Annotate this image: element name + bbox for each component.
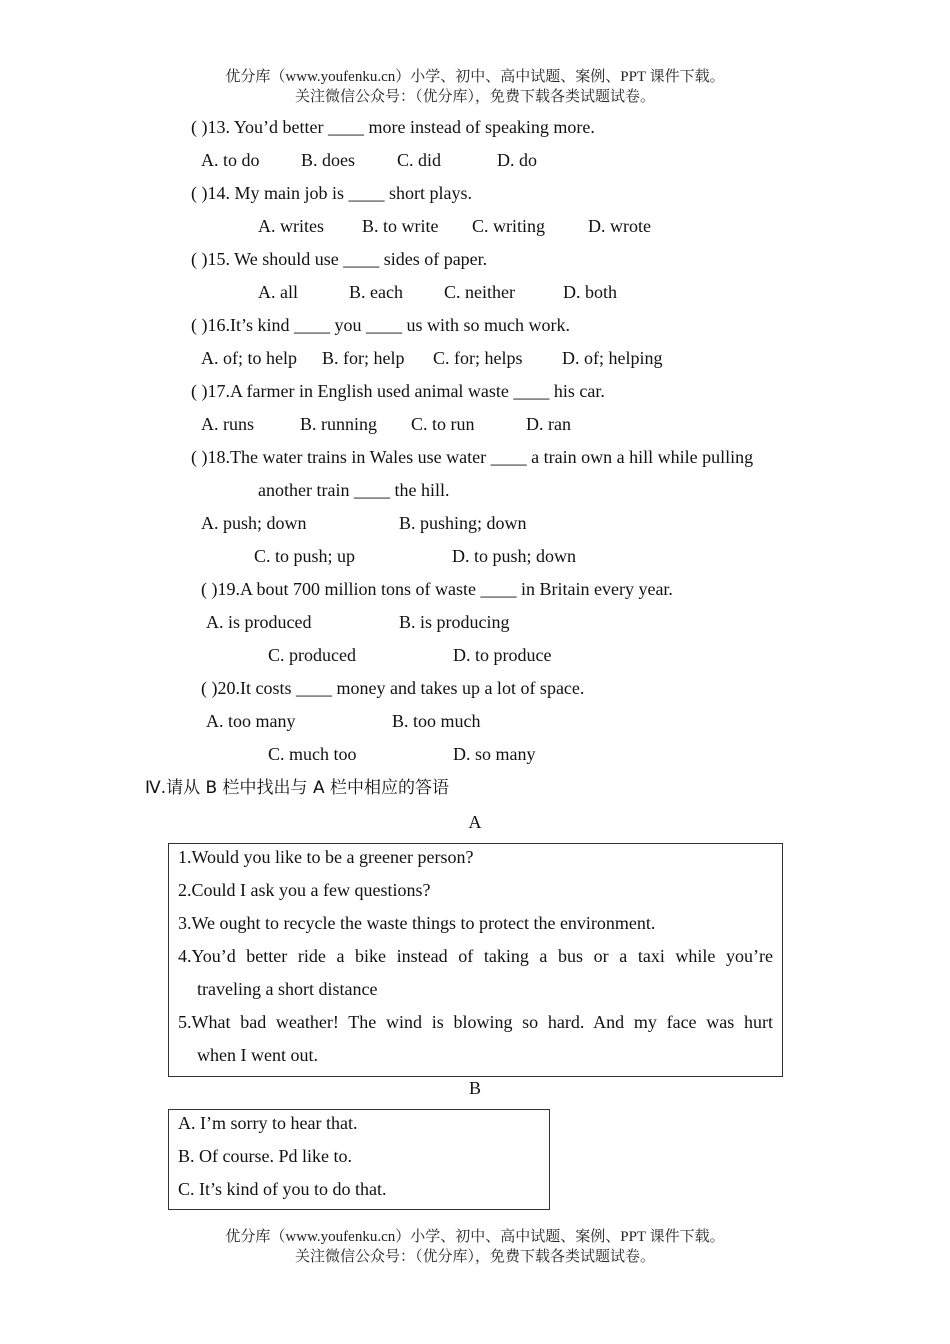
column-a-box bbox=[168, 843, 783, 1077]
q13-option-d: D. do bbox=[497, 150, 537, 170]
footer-line-1: 优分库（www.youfenku.cn）小学、初中、高中试题、案例、PPT 课件下载。 bbox=[225, 1229, 725, 1245]
q18-option-a: A. push; down bbox=[201, 513, 307, 533]
column-b-box bbox=[168, 1109, 550, 1210]
question-16: ( )16.It’s kind ____ you ____ us with so much work. bbox=[191, 315, 570, 335]
q15-option-b: B. each bbox=[349, 282, 403, 302]
column-b-label: B bbox=[468, 1078, 481, 1098]
q16-option-d: D. of; helping bbox=[562, 348, 663, 368]
q19-option-d: D. to produce bbox=[453, 645, 552, 665]
q13-option-b: B. does bbox=[301, 150, 355, 170]
q15-option-c: C. neither bbox=[444, 282, 515, 302]
q17-option-d: D. ran bbox=[526, 414, 571, 434]
question-18-continuation: another train ____ the hill. bbox=[258, 480, 450, 500]
q20-option-a: A. too many bbox=[206, 711, 296, 731]
question-19: ( )19.A bout 700 million tons of waste ____ in Britain every year. bbox=[201, 579, 673, 599]
q18-option-d: D. to push; down bbox=[452, 546, 577, 566]
q16-option-c: C. for; helps bbox=[433, 348, 523, 368]
column-a-item-5-continuation: when I went out. bbox=[197, 1045, 318, 1065]
q16-option-a: A. of; to help bbox=[201, 348, 297, 368]
q16-option-b: B. for; help bbox=[322, 348, 405, 368]
question-13: ( )13. You’d better ____ more instead of speaking more. bbox=[191, 117, 595, 137]
q15-option-d: D. both bbox=[563, 282, 617, 302]
column-a-label: A bbox=[468, 812, 482, 832]
q13-option-c: C. did bbox=[397, 150, 442, 170]
q13-option-a: A. to do bbox=[201, 150, 260, 170]
column-b-item-a: A. I’m sorry to hear that. bbox=[178, 1113, 358, 1133]
q19-option-c: C. produced bbox=[268, 645, 356, 665]
q17-option-b: B. running bbox=[300, 414, 378, 434]
q14-option-a: A. writes bbox=[258, 216, 324, 236]
column-a-item-4: 4.You’d better ride a bike instead of taking a bus or a taxi while you’re bbox=[178, 946, 773, 966]
question-15: ( )15. We should use ____ sides of paper. bbox=[191, 249, 488, 269]
q19-option-b: B. is producing bbox=[399, 612, 510, 632]
q18-option-c: C. to push; up bbox=[254, 546, 356, 566]
q20-option-b: B. too much bbox=[392, 711, 481, 731]
q19-option-a: A. is produced bbox=[206, 612, 312, 632]
q17-option-a: A. runs bbox=[201, 414, 254, 434]
question-18: ( )18.The water trains in Wales use water ____ a train own a hill while pulling bbox=[191, 447, 754, 467]
q14-option-b: B. to write bbox=[362, 216, 439, 236]
column-a-item-1: 1.Would you like to be a greener person? bbox=[178, 847, 474, 867]
section-4-title: Ⅳ.请从 B 栏中找出与 A 栏中相应的答语 bbox=[145, 778, 449, 798]
q14-option-c: C. writing bbox=[472, 216, 546, 236]
column-a-item-4-continuation: traveling a short distance bbox=[197, 979, 378, 999]
header-line-2: 关注微信公众号：（优分库），免费下载各类试题试卷。 bbox=[294, 89, 655, 105]
header-line-1: 优分库（www.youfenku.cn）小学、初中、高中试题、案例、PPT 课件下载。 bbox=[225, 69, 725, 85]
column-a-item-3: 3.We ought to recycle the waste things to protect the environment. bbox=[178, 913, 656, 933]
q15-option-a: A. all bbox=[258, 282, 298, 302]
footer-line-2: 关注微信公众号：（优分库），免费下载各类试题试卷。 bbox=[294, 1249, 655, 1265]
q18-option-b: B. pushing; down bbox=[399, 513, 527, 533]
column-a-item-2: 2.Could I ask you a few questions? bbox=[178, 880, 431, 900]
question-17: ( )17.A farmer in English used animal waste ____ his car. bbox=[191, 381, 605, 401]
column-b-item-b: B. Of course. Pd like to. bbox=[178, 1146, 352, 1166]
question-14: ( )14. My main job is ____ short plays. bbox=[191, 183, 472, 203]
column-a-item-5: 5.What bad weather! The wind is blowing so hard. And my face was hurt bbox=[178, 1012, 773, 1032]
q20-option-d: D. so many bbox=[453, 744, 536, 764]
q20-option-c: C. much too bbox=[268, 744, 357, 764]
column-b-item-c: C. It’s kind of you to do that. bbox=[178, 1179, 387, 1199]
q17-option-c: C. to run bbox=[411, 414, 475, 434]
question-20: ( )20.It costs ____ money and takes up a lot of space. bbox=[201, 678, 585, 698]
q14-option-d: D. wrote bbox=[588, 216, 651, 236]
